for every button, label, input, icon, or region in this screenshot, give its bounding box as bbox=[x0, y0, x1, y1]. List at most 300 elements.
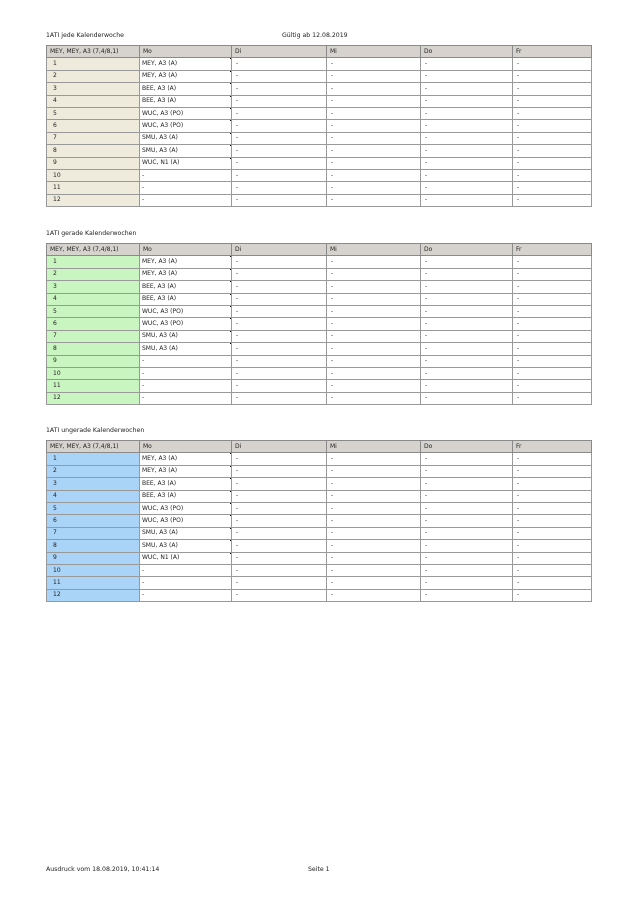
lesson-cell-do-text: - bbox=[425, 467, 428, 475]
lesson-cell-fr bbox=[513, 552, 592, 564]
lesson-cell-di-text: - bbox=[236, 529, 239, 537]
lesson-cell-mo bbox=[140, 380, 232, 392]
table-row bbox=[47, 305, 592, 317]
lesson-cell-fr bbox=[513, 318, 592, 330]
lesson-cell-mi-text: - bbox=[331, 72, 334, 80]
lesson-cell-di bbox=[232, 256, 327, 268]
lesson-cell-mo bbox=[140, 145, 232, 157]
table-row bbox=[47, 83, 592, 95]
lesson-cell-fr bbox=[513, 330, 592, 342]
header-day-mo: Mo bbox=[140, 46, 232, 58]
lesson-cell-mo-text: MEY, A3 (A) bbox=[142, 270, 178, 278]
table-row bbox=[47, 564, 592, 576]
lesson-cell-di bbox=[232, 343, 327, 355]
lesson-cell-mi-text: - bbox=[331, 295, 334, 303]
lesson-cell-mi bbox=[327, 318, 421, 330]
lesson-cell-mi-text: - bbox=[331, 591, 334, 599]
table-row bbox=[47, 70, 592, 82]
lesson-cell-do-text: - bbox=[425, 566, 428, 574]
period-cell-text: 9 bbox=[53, 554, 57, 562]
lesson-cell-mi bbox=[327, 145, 421, 157]
lesson-cell-do bbox=[421, 589, 513, 601]
period-cell-text: 5 bbox=[53, 504, 57, 512]
lesson-cell-di bbox=[232, 281, 327, 293]
period-cell-text: 7 bbox=[53, 332, 57, 340]
lesson-cell-mo-text: MEY, A3 (A) bbox=[142, 258, 178, 266]
valid-from-label: Gültig ab 12.08.2019 bbox=[282, 32, 348, 39]
lesson-cell-fr bbox=[513, 577, 592, 589]
lesson-cell-mi bbox=[327, 343, 421, 355]
lesson-cell-fr-text: - bbox=[517, 134, 520, 142]
lesson-cell-do bbox=[421, 465, 513, 477]
lesson-cell-di-text: - bbox=[236, 517, 239, 525]
period-cell-text: 9 bbox=[53, 357, 57, 365]
lesson-cell-do-text: - bbox=[425, 394, 428, 402]
lesson-cell-mo bbox=[140, 182, 232, 194]
lesson-cell-do bbox=[421, 107, 513, 119]
lesson-cell-mi bbox=[327, 527, 421, 539]
lesson-cell-di bbox=[232, 564, 327, 576]
lesson-cell-fr bbox=[513, 107, 592, 119]
lesson-cell-mi bbox=[327, 132, 421, 144]
period-cell-text: 10 bbox=[53, 369, 61, 377]
lesson-cell-fr-text: - bbox=[517, 320, 520, 328]
period-cell-text: 6 bbox=[53, 122, 57, 130]
period-cell-text: 11 bbox=[53, 578, 61, 586]
lesson-cell-do-text: - bbox=[425, 60, 428, 68]
table-row bbox=[47, 169, 592, 181]
lesson-cell-mi bbox=[327, 107, 421, 119]
lesson-cell-mi-text: - bbox=[331, 134, 334, 142]
table-header-row bbox=[47, 441, 592, 453]
lesson-cell-di bbox=[232, 478, 327, 490]
header-day-do: Do bbox=[421, 244, 513, 256]
lesson-cell-fr-text: - bbox=[517, 381, 520, 389]
table-row bbox=[47, 95, 592, 107]
lesson-cell-do bbox=[421, 380, 513, 392]
lesson-cell-do bbox=[421, 527, 513, 539]
lesson-cell-di bbox=[232, 95, 327, 107]
lesson-cell-di bbox=[232, 318, 327, 330]
lesson-cell-do bbox=[421, 157, 513, 169]
section-title-weekly: 1ATI jede Kalenderwoche bbox=[46, 32, 124, 39]
lesson-cell-di bbox=[232, 194, 327, 206]
lesson-cell-mi bbox=[327, 392, 421, 404]
lesson-cell-mi-text: - bbox=[331, 171, 334, 179]
period-cell bbox=[47, 256, 140, 268]
table-row bbox=[47, 58, 592, 70]
lesson-cell-fr-text: - bbox=[517, 517, 520, 525]
lesson-cell-fr-text: - bbox=[517, 307, 520, 315]
lesson-cell-do bbox=[421, 305, 513, 317]
lesson-cell-fr-text: - bbox=[517, 196, 520, 204]
header-day-di: Di bbox=[232, 46, 327, 58]
lesson-cell-di-text: - bbox=[236, 97, 239, 105]
lesson-cell-do-text: - bbox=[425, 578, 428, 586]
lesson-cell-di bbox=[232, 552, 327, 564]
lesson-cell-mi bbox=[327, 502, 421, 514]
lesson-cell-mi bbox=[327, 169, 421, 181]
lesson-cell-fr-text: - bbox=[517, 344, 520, 352]
lesson-cell-do bbox=[421, 194, 513, 206]
lesson-cell-mo-text: SMU, A3 (A) bbox=[142, 529, 178, 537]
lesson-marker bbox=[230, 453, 232, 455]
lesson-cell-di-text: - bbox=[236, 504, 239, 512]
period-cell-text: 6 bbox=[53, 320, 57, 328]
lesson-cell-mi-text: - bbox=[331, 84, 334, 92]
lesson-cell-mo bbox=[140, 367, 232, 379]
lesson-cell-mi-text: - bbox=[331, 381, 334, 389]
header-day-fr: Fr bbox=[513, 244, 592, 256]
lesson-cell-do-text: - bbox=[425, 455, 428, 463]
lesson-cell-do-text: - bbox=[425, 109, 428, 117]
lesson-marker bbox=[230, 70, 232, 72]
lesson-cell-do-text: - bbox=[425, 122, 428, 130]
lesson-cell-fr-text: - bbox=[517, 109, 520, 117]
lesson-cell-mi-text: - bbox=[331, 60, 334, 68]
lesson-cell-fr bbox=[513, 589, 592, 601]
lesson-cell-di-text: - bbox=[236, 344, 239, 352]
lesson-marker bbox=[230, 540, 232, 542]
lesson-cell-do-text: - bbox=[425, 554, 428, 562]
lesson-cell-di-text: - bbox=[236, 60, 239, 68]
lesson-cell-mo-text: WUC, A3 (PO) bbox=[142, 320, 184, 328]
period-cell bbox=[47, 157, 140, 169]
lesson-marker bbox=[230, 490, 232, 492]
lesson-cell-di-text: - bbox=[236, 196, 239, 204]
lesson-cell-mo bbox=[140, 169, 232, 181]
lesson-cell-di bbox=[232, 367, 327, 379]
lesson-cell-do-text: - bbox=[425, 344, 428, 352]
lesson-cell-di bbox=[232, 83, 327, 95]
lesson-marker bbox=[230, 58, 232, 60]
lesson-cell-di bbox=[232, 589, 327, 601]
lesson-cell-mo bbox=[140, 256, 232, 268]
period-cell-text: 1 bbox=[53, 258, 57, 266]
lesson-cell-mo bbox=[140, 552, 232, 564]
period-cell-text: 6 bbox=[53, 517, 57, 525]
lesson-cell-mi-text: - bbox=[331, 517, 334, 525]
table-row bbox=[47, 380, 592, 392]
lesson-cell-di-text: - bbox=[236, 134, 239, 142]
lesson-cell-mo bbox=[140, 502, 232, 514]
lesson-cell-mi bbox=[327, 281, 421, 293]
period-cell bbox=[47, 465, 140, 477]
lesson-cell-do-text: - bbox=[425, 282, 428, 290]
lesson-cell-di bbox=[232, 132, 327, 144]
lesson-cell-di-text: - bbox=[236, 381, 239, 389]
lesson-cell-mo-text: - bbox=[142, 578, 145, 586]
header-class-teacher: MEY, MEY, A3 (7,4/8,1) bbox=[47, 46, 140, 58]
lesson-cell-mo-text: - bbox=[142, 196, 145, 204]
table-row bbox=[47, 577, 592, 589]
lesson-marker bbox=[230, 330, 232, 332]
table-row bbox=[47, 120, 592, 132]
lesson-cell-di-text: - bbox=[236, 369, 239, 377]
lesson-cell-mo bbox=[140, 305, 232, 317]
lesson-cell-di-text: - bbox=[236, 554, 239, 562]
period-cell bbox=[47, 515, 140, 527]
lesson-cell-do-text: - bbox=[425, 307, 428, 315]
period-cell-text: 8 bbox=[53, 344, 57, 352]
lesson-marker bbox=[230, 157, 232, 159]
period-cell bbox=[47, 367, 140, 379]
lesson-cell-di-text: - bbox=[236, 357, 239, 365]
lesson-cell-mo bbox=[140, 577, 232, 589]
lesson-cell-fr bbox=[513, 182, 592, 194]
lesson-cell-fr bbox=[513, 120, 592, 132]
table-row bbox=[47, 182, 592, 194]
lesson-cell-fr-text: - bbox=[517, 295, 520, 303]
lesson-cell-do-text: - bbox=[425, 196, 428, 204]
period-cell-text: 4 bbox=[53, 97, 57, 105]
lesson-cell-mi bbox=[327, 157, 421, 169]
lesson-cell-di bbox=[232, 392, 327, 404]
lesson-cell-mo-text: WUC, A3 (PO) bbox=[142, 517, 184, 525]
lesson-marker bbox=[230, 132, 232, 134]
period-cell-text: 12 bbox=[53, 196, 61, 204]
lesson-cell-do-text: - bbox=[425, 529, 428, 537]
lesson-cell-do bbox=[421, 268, 513, 280]
lesson-cell-fr-text: - bbox=[517, 479, 520, 487]
lesson-cell-mi-text: - bbox=[331, 258, 334, 266]
period-cell bbox=[47, 577, 140, 589]
period-cell bbox=[47, 453, 140, 465]
lesson-cell-do-text: - bbox=[425, 295, 428, 303]
lesson-cell-mi bbox=[327, 380, 421, 392]
lesson-cell-fr-text: - bbox=[517, 146, 520, 154]
lesson-cell-mi-text: - bbox=[331, 332, 334, 340]
lesson-cell-mo-text: SMU, A3 (A) bbox=[142, 134, 178, 142]
lesson-cell-di bbox=[232, 145, 327, 157]
lesson-marker bbox=[230, 465, 232, 467]
table-row bbox=[47, 194, 592, 206]
table-row bbox=[47, 515, 592, 527]
lesson-cell-mi bbox=[327, 70, 421, 82]
lesson-cell-mi-text: - bbox=[331, 320, 334, 328]
period-cell bbox=[47, 58, 140, 70]
print-timestamp: Ausdruck vom 18.08.2019, 10:41:14 bbox=[46, 866, 160, 873]
lesson-cell-mo bbox=[140, 515, 232, 527]
period-cell bbox=[47, 305, 140, 317]
lesson-cell-di bbox=[232, 577, 327, 589]
lesson-cell-mi bbox=[327, 58, 421, 70]
lesson-cell-mo-text: BEE, A3 (A) bbox=[142, 282, 177, 290]
lesson-cell-mo-text: MEY, A3 (A) bbox=[142, 60, 178, 68]
lesson-cell-mo-text: SMU, A3 (A) bbox=[142, 344, 178, 352]
period-cell bbox=[47, 107, 140, 119]
lesson-cell-di-text: - bbox=[236, 332, 239, 340]
lesson-cell-mi-text: - bbox=[331, 307, 334, 315]
lesson-cell-do bbox=[421, 120, 513, 132]
header-day-fr: Fr bbox=[513, 46, 592, 58]
lesson-cell-mo bbox=[140, 281, 232, 293]
lesson-cell-mi bbox=[327, 120, 421, 132]
lesson-cell-di-text: - bbox=[236, 159, 239, 167]
table-row bbox=[47, 502, 592, 514]
lesson-cell-mi-text: - bbox=[331, 357, 334, 365]
lesson-cell-mi-text: - bbox=[331, 344, 334, 352]
lesson-cell-mi-text: - bbox=[331, 270, 334, 278]
lesson-cell-do-text: - bbox=[425, 84, 428, 92]
lesson-cell-mi bbox=[327, 589, 421, 601]
lesson-cell-do-text: - bbox=[425, 97, 428, 105]
lesson-cell-di-text: - bbox=[236, 84, 239, 92]
period-cell-text: 8 bbox=[53, 541, 57, 549]
lesson-cell-mi-text: - bbox=[331, 529, 334, 537]
period-cell-text: 11 bbox=[53, 183, 61, 191]
lesson-cell-mo-text: BEE, A3 (A) bbox=[142, 492, 177, 500]
lesson-cell-mo bbox=[140, 194, 232, 206]
period-cell bbox=[47, 120, 140, 132]
period-cell bbox=[47, 552, 140, 564]
lesson-cell-do bbox=[421, 392, 513, 404]
lesson-cell-fr-text: - bbox=[517, 258, 520, 266]
lesson-cell-di bbox=[232, 453, 327, 465]
table-row bbox=[47, 478, 592, 490]
lesson-cell-fr bbox=[513, 145, 592, 157]
lesson-marker bbox=[230, 107, 232, 109]
lesson-cell-di bbox=[232, 465, 327, 477]
lesson-cell-do bbox=[421, 478, 513, 490]
lesson-cell-fr-text: - bbox=[517, 529, 520, 537]
lesson-marker bbox=[230, 293, 232, 295]
lesson-cell-mi-text: - bbox=[331, 159, 334, 167]
lesson-marker bbox=[230, 95, 232, 97]
lesson-cell-do bbox=[421, 564, 513, 576]
header-day-di: Di bbox=[232, 244, 327, 256]
lesson-cell-mo-text: WUC, N1 (A) bbox=[142, 159, 180, 167]
lesson-cell-fr bbox=[513, 95, 592, 107]
lesson-cell-mo-text: MEY, A3 (A) bbox=[142, 467, 178, 475]
lesson-cell-di-text: - bbox=[236, 307, 239, 315]
table-row bbox=[47, 293, 592, 305]
lesson-cell-do-text: - bbox=[425, 517, 428, 525]
lesson-cell-mi bbox=[327, 182, 421, 194]
lesson-cell-mi bbox=[327, 540, 421, 552]
timetable-odd-weeks bbox=[46, 440, 592, 602]
lesson-cell-di bbox=[232, 268, 327, 280]
lesson-cell-do-text: - bbox=[425, 134, 428, 142]
lesson-cell-do bbox=[421, 540, 513, 552]
lesson-cell-mo-text: - bbox=[142, 566, 145, 574]
lesson-cell-di bbox=[232, 330, 327, 342]
period-cell-text: 1 bbox=[53, 60, 57, 68]
period-cell-text: 3 bbox=[53, 479, 57, 487]
lesson-cell-mo bbox=[140, 478, 232, 490]
lesson-cell-fr-text: - bbox=[517, 504, 520, 512]
table-row bbox=[47, 367, 592, 379]
lesson-cell-do bbox=[421, 145, 513, 157]
lesson-cell-fr bbox=[513, 70, 592, 82]
lesson-cell-do bbox=[421, 281, 513, 293]
period-cell-text: 5 bbox=[53, 307, 57, 315]
lesson-cell-di-text: - bbox=[236, 146, 239, 154]
section-title-odd-weeks: 1ATI ungerade Kalenderwochen bbox=[46, 427, 145, 434]
lesson-marker bbox=[230, 502, 232, 504]
lesson-cell-di bbox=[232, 107, 327, 119]
lesson-cell-di bbox=[232, 305, 327, 317]
lesson-cell-di-text: - bbox=[236, 479, 239, 487]
lesson-marker bbox=[230, 256, 232, 258]
lesson-cell-di-text: - bbox=[236, 578, 239, 586]
lesson-cell-di bbox=[232, 157, 327, 169]
lesson-cell-mo-text: - bbox=[142, 171, 145, 179]
lesson-cell-fr bbox=[513, 343, 592, 355]
lesson-cell-fr bbox=[513, 268, 592, 280]
table-row bbox=[47, 330, 592, 342]
lesson-cell-mi bbox=[327, 490, 421, 502]
lesson-cell-fr bbox=[513, 527, 592, 539]
lesson-cell-mo bbox=[140, 293, 232, 305]
lesson-cell-mo bbox=[140, 355, 232, 367]
lesson-cell-fr-text: - bbox=[517, 541, 520, 549]
lesson-marker bbox=[230, 83, 232, 85]
lesson-cell-mi bbox=[327, 478, 421, 490]
lesson-cell-fr-text: - bbox=[517, 97, 520, 105]
period-cell-text: 12 bbox=[53, 591, 61, 599]
lesson-cell-mi bbox=[327, 355, 421, 367]
lesson-cell-mi-text: - bbox=[331, 196, 334, 204]
lesson-cell-mo bbox=[140, 392, 232, 404]
lesson-cell-mi-text: - bbox=[331, 122, 334, 130]
lesson-cell-fr bbox=[513, 502, 592, 514]
lesson-cell-mi bbox=[327, 515, 421, 527]
period-cell bbox=[47, 145, 140, 157]
section-title-even-weeks: 1ATI gerade Kalenderwochen bbox=[46, 230, 137, 237]
lesson-cell-fr-text: - bbox=[517, 332, 520, 340]
lesson-cell-do-text: - bbox=[425, 369, 428, 377]
lesson-cell-do bbox=[421, 132, 513, 144]
lesson-cell-fr-text: - bbox=[517, 72, 520, 80]
lesson-cell-mo bbox=[140, 157, 232, 169]
lesson-cell-di-text: - bbox=[236, 122, 239, 130]
lesson-cell-mo-text: SMU, A3 (A) bbox=[142, 146, 178, 154]
lesson-cell-mo-text: SMU, A3 (A) bbox=[142, 332, 178, 340]
lesson-cell-fr bbox=[513, 293, 592, 305]
lesson-cell-mi-text: - bbox=[331, 455, 334, 463]
lesson-cell-di-text: - bbox=[236, 171, 239, 179]
lesson-cell-di-text: - bbox=[236, 541, 239, 549]
header-day-do: Do bbox=[421, 46, 513, 58]
lesson-cell-fr bbox=[513, 194, 592, 206]
lesson-marker bbox=[230, 515, 232, 517]
lesson-cell-di bbox=[232, 490, 327, 502]
lesson-cell-di bbox=[232, 502, 327, 514]
period-cell-text: 2 bbox=[53, 467, 57, 475]
lesson-cell-mo bbox=[140, 465, 232, 477]
period-cell bbox=[47, 540, 140, 552]
lesson-cell-mi-text: - bbox=[331, 566, 334, 574]
lesson-cell-mi bbox=[327, 83, 421, 95]
lesson-cell-mi bbox=[327, 95, 421, 107]
lesson-cell-mo-text: WUC, A3 (PO) bbox=[142, 504, 184, 512]
lesson-cell-fr-text: - bbox=[517, 369, 520, 377]
period-cell bbox=[47, 589, 140, 601]
lesson-cell-do bbox=[421, 552, 513, 564]
lesson-cell-mo-text: - bbox=[142, 369, 145, 377]
header-day-di: Di bbox=[232, 441, 327, 453]
header-class-teacher: MEY, MEY, A3 (7,4/8,1) bbox=[47, 441, 140, 453]
period-cell bbox=[47, 490, 140, 502]
lesson-cell-di bbox=[232, 355, 327, 367]
lesson-cell-mi bbox=[327, 256, 421, 268]
lesson-cell-do bbox=[421, 515, 513, 527]
period-cell bbox=[47, 182, 140, 194]
period-cell bbox=[47, 194, 140, 206]
period-cell-text: 3 bbox=[53, 282, 57, 290]
lesson-cell-mo-text: MEY, A3 (A) bbox=[142, 455, 178, 463]
